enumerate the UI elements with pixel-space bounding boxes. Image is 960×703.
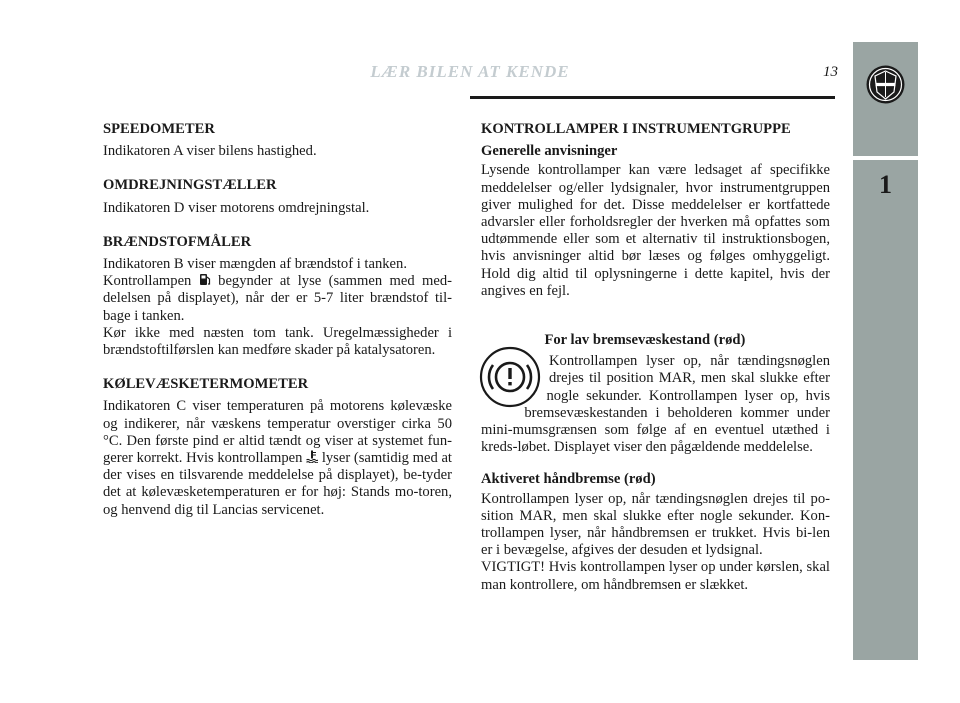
left-column: [103, 121, 452, 536]
coolant-heading: KØLEVÆSKETERMOMETER: [103, 376, 309, 393]
running-header-title: LÆR BILEN AT KENDE: [370, 62, 570, 81]
brake-fluid-subheading: For lav bremsevæskestand (rød): [544, 332, 746, 349]
fuel-heading: BRÆNDSTOFMÅLER: [103, 233, 252, 250]
tachometer-section: [103, 177, 452, 216]
tachometer-text: Indikatoren D viser motorens omdrejningstal.: [103, 199, 370, 216]
speedometer-heading: SPEEDOMETER: [103, 121, 215, 137]
brake-fluid-warning-icon: [479, 346, 541, 408]
fuel-text-2a: Kontrollampen: [103, 273, 192, 290]
header-rule: [470, 96, 835, 99]
handbrake-text: Kontrollampen lyser op, når tændingsnøglen drejes til po-sition MAR, men skal slukke efter nogle sekunder. Kon-trollampen lyser, når håndbremsen er trukket. Hvis bi-len er i bevægelse, afgives der desuden et lydsignal.: [481, 490, 830, 559]
fuel-text-3: Kør ikke med næsten tom tank. Uregelmæssigheder i brændstoftilførslen kan medføre skader på katalysatoren.: [103, 324, 452, 359]
lancia-logo-icon: [865, 64, 906, 105]
handbrake-subheading: Aktiveret håndbremse (rød): [481, 471, 656, 488]
coolant-section: [103, 376, 452, 519]
fuel-pump-icon: [199, 273, 211, 286]
brake-fluid-section: [481, 332, 830, 456]
general-subheading: Generelle anvisninger: [481, 143, 618, 160]
fuel-text-1: Indikatoren B viser mængden af brændstof i tanken.: [103, 256, 407, 273]
fuel-text-2: [103, 273, 452, 325]
fuel-text-2b: begynder at lyse (sammen med med-delelsen på displayet), når der er 5-7 liter brændstof til-bage i tanken.: [103, 273, 452, 324]
coolant-text-b: lyser (samtidig med at der vises en tilsvarende meddelelse på displayet), be-tyder det at kølevæsketemperaturen er for høj: Stands mo-toren, og henvend dig til Lancias servicenet.: [103, 450, 452, 518]
coolant-text: [103, 398, 452, 518]
page-number: 13: [823, 64, 838, 80]
chapter-number: 1: [879, 170, 892, 199]
tachometer-heading: OMDREJNINGSTÆLLER: [103, 177, 277, 194]
speedometer-section: [103, 121, 452, 160]
warning-lights-heading: KONTROLLAMPER I INSTRUMENTGRUPPE: [481, 121, 791, 137]
chapter-side-tab: [853, 42, 918, 660]
general-text: Lysende kontrollamper kan være ledsaget af specifikke meddelelser og/eller lydsignaler, hvor instrumentgruppen giver mulighed for det. Disse meddelelser er kortfattede advarsler eller forholdsregler der hverken må opfattes som udtømmende eller som et alternativ til instruktionsbogen, hvis anvisninger altid bør læses og følges omhyggeligt. Hold dig altid til oplysningerne i dette kapitel, hvis der angives en fejl.: [481, 162, 830, 299]
handbrake-section: [481, 471, 830, 559]
right-column: [481, 121, 830, 594]
brake-fluid-text: Kontrollampen lyser op, når tændingsnøglen drejes til position MAR, men skal slukke efter nogle sekunder. Kontrollampen lyser op, hvis bremsevæskestanden i beholderen kommer under mini-mumsgrænsen som følge af en eventuel utæthed i kreds-løbet. Displayet viser den pågældende meddelelse.: [481, 353, 830, 456]
side-tab-divider: [853, 156, 918, 160]
speedometer-text: Indikatoren A viser bilens hastighed.: [103, 143, 317, 160]
coolant-temperature-icon: [306, 450, 318, 463]
coolant-text-a: Indikatoren C viser temperaturen på motorens kølevæske og indikerer, når væskens temperatur overstiger cirka 50 °C. Den første pind er altid tændt og viser at systemet fun-gerer korrekt. Hvis kontrollampen: [103, 398, 452, 467]
important-note: VIGTIGT! Hvis kontrollampen lyser op under kørslen, skal man kontrollere, om håndbremsen er slækket.: [481, 559, 830, 593]
fuel-section: [103, 234, 452, 359]
